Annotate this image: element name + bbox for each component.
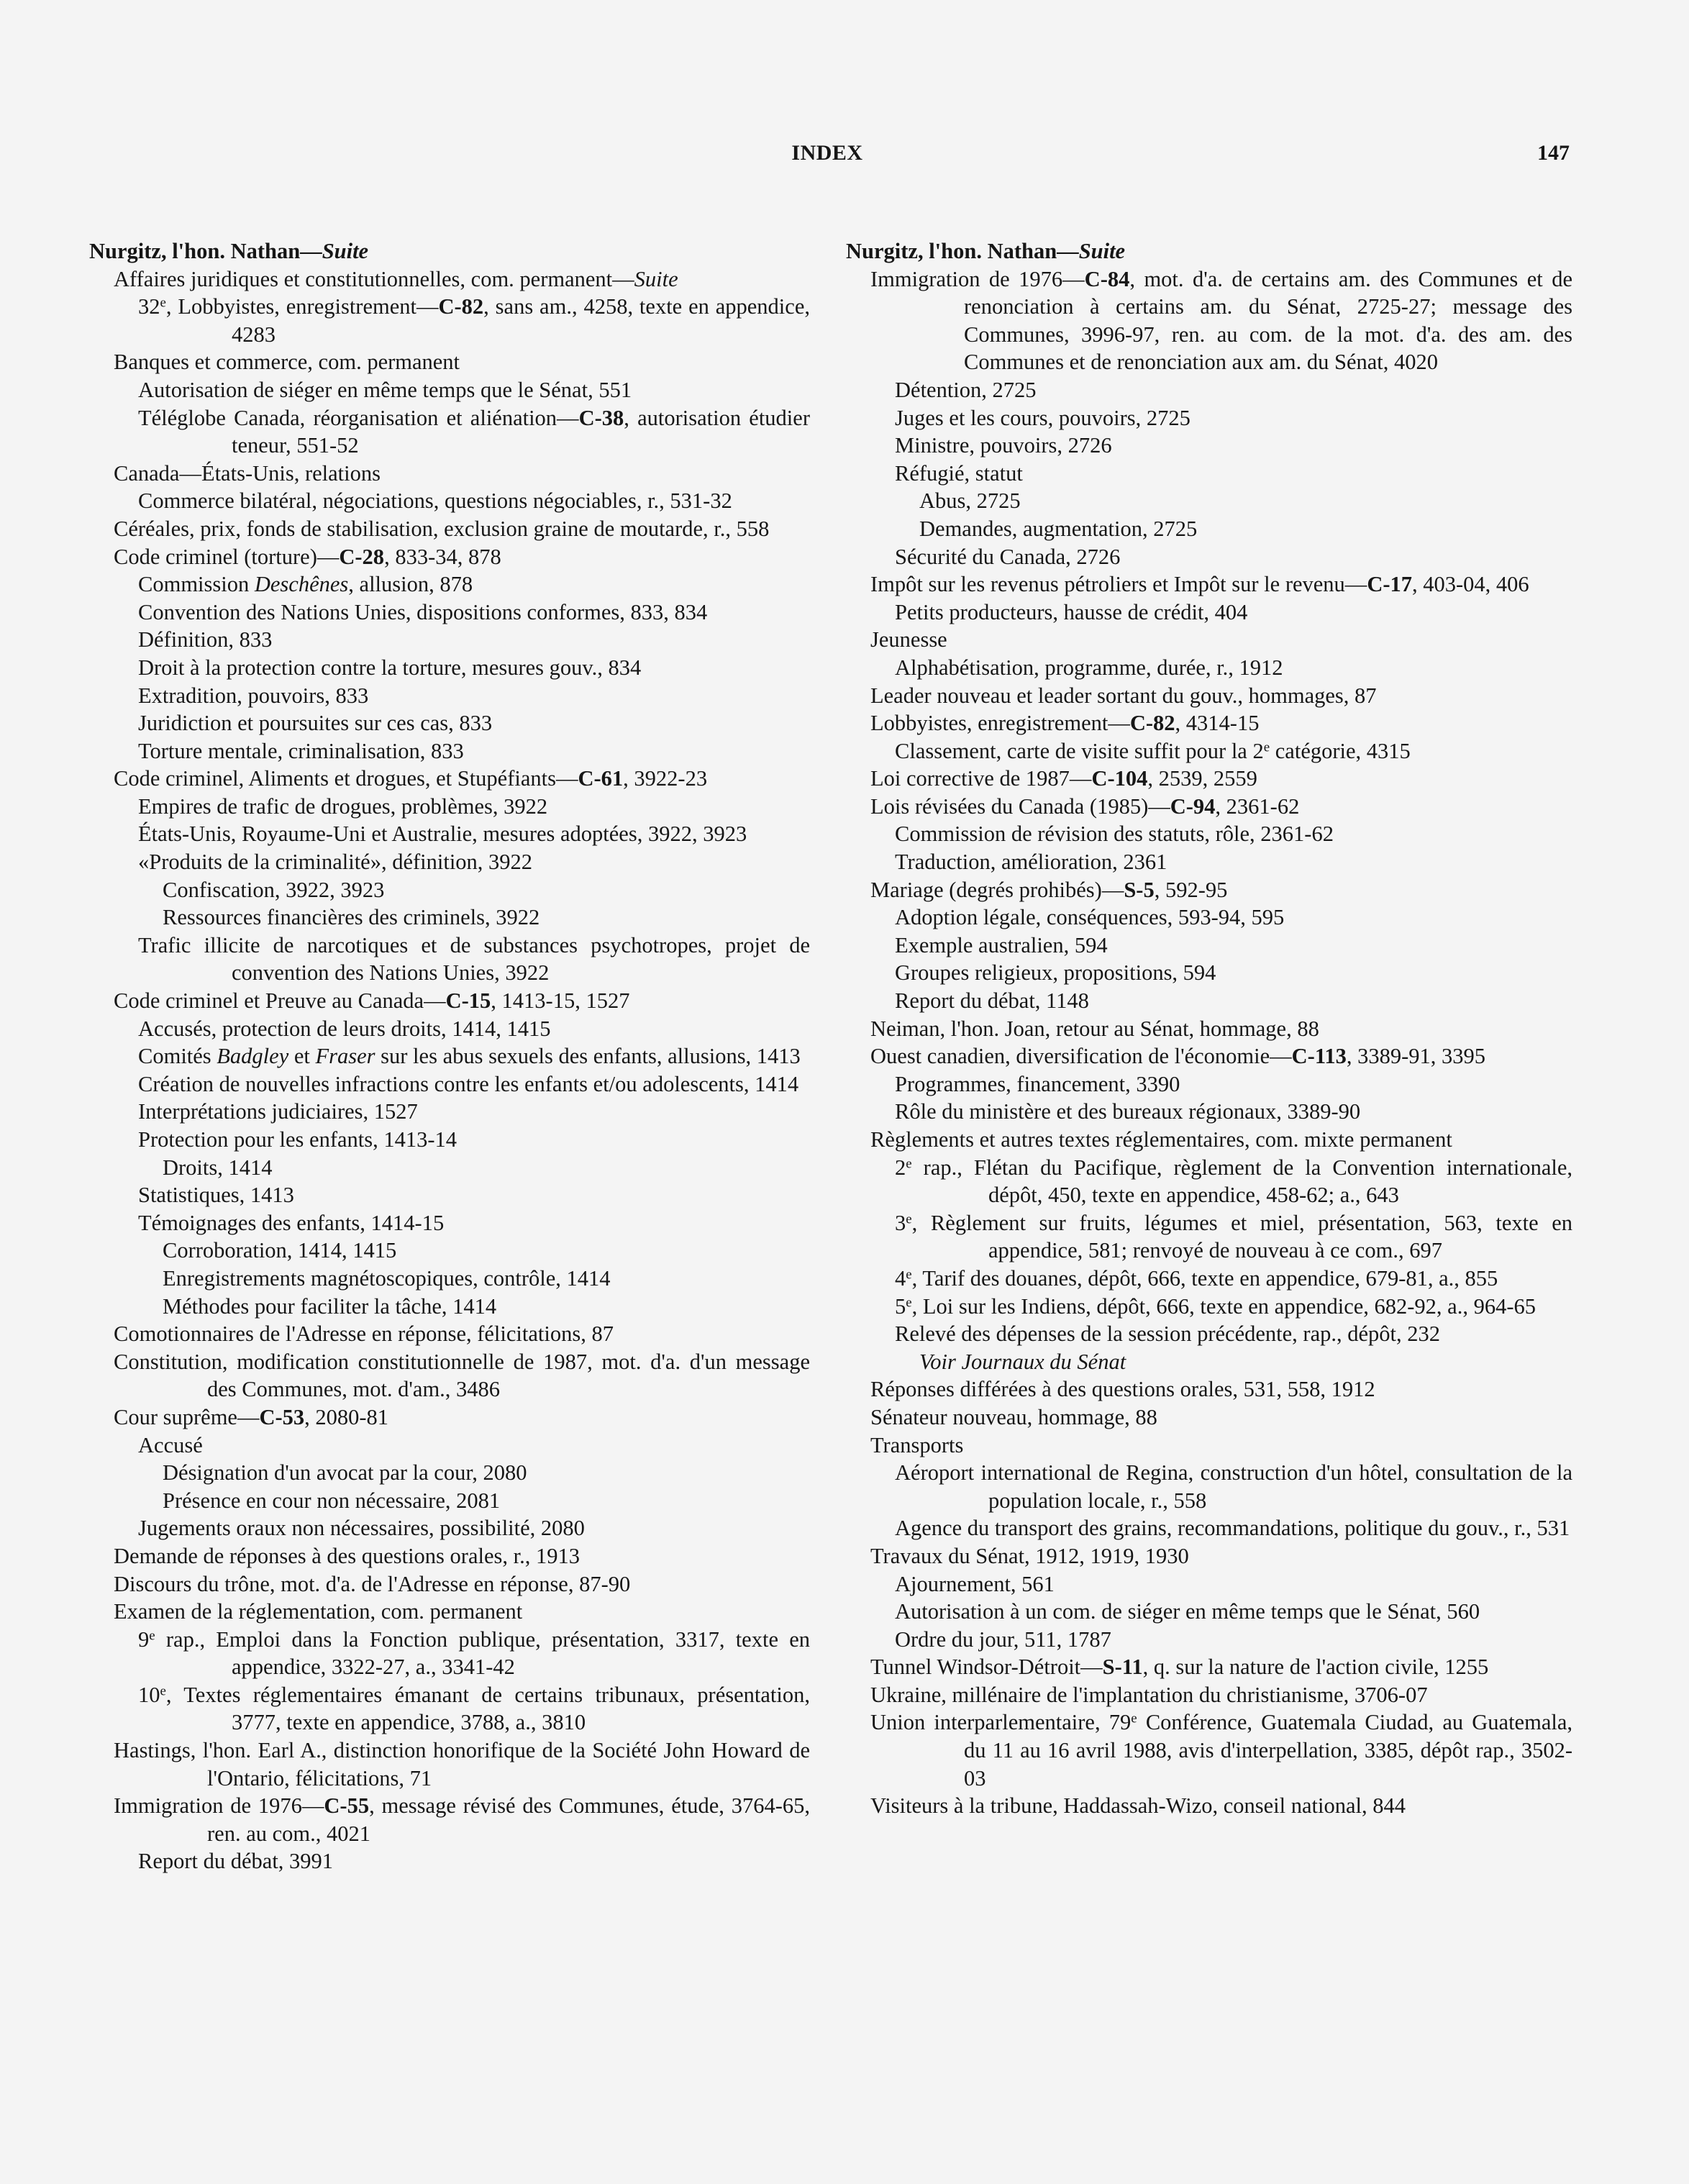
index-entry <box>89 1265 810 1293</box>
index-entry <box>89 487 810 515</box>
index-entry <box>846 820 1572 848</box>
index-entry <box>846 793 1572 821</box>
entry-text: Comotionnaires de l'Adresse en réponse, félicitations, 87 <box>114 1321 614 1347</box>
bill-number: C-38 <box>578 405 624 430</box>
entry-text: Travaux du Sénat, 1912, 1919, 1930 <box>870 1543 1189 1568</box>
bill-number: C-113 <box>1291 1044 1347 1069</box>
index-entry <box>89 765 810 793</box>
index-entry <box>89 1348 810 1403</box>
index-entry <box>846 1042 1572 1070</box>
entry-text: Ministre, pouvoirs, 2726 <box>895 433 1112 458</box>
bill-number: C-15 <box>445 988 491 1014</box>
index-entry <box>89 1432 810 1460</box>
index-entry <box>846 1626 1572 1654</box>
index-entry <box>89 904 810 932</box>
bill-number: C-104 <box>1091 766 1148 791</box>
index-entry <box>846 1126 1572 1154</box>
entry-text: Suite <box>322 239 369 263</box>
ordinal-suffix: e <box>1263 740 1270 755</box>
index-entry <box>846 1070 1572 1098</box>
entry-text: Comités <box>138 1044 217 1069</box>
entry-text: Ukraine, millénaire de l'implantation du christianisme, 3706-07 <box>870 1682 1428 1707</box>
ordinal-suffix: e <box>906 1211 912 1227</box>
bill-number: C-82 <box>438 294 484 319</box>
bill-number: C-82 <box>1129 711 1175 736</box>
index-entry <box>846 1293 1572 1321</box>
index-entry <box>846 1403 1572 1432</box>
entry-text: Ouest canadien, diversification de l'économie— <box>870 1044 1292 1069</box>
index-entry <box>89 876 810 904</box>
index-entry <box>846 987 1572 1015</box>
bill-number: S-5 <box>1124 877 1155 902</box>
entry-text: Demande de réponses à des questions orales, r., 1913 <box>114 1543 580 1568</box>
index-entry <box>846 404 1572 432</box>
entry-text: Impôt sur les revenus pétroliers et Impôt sur le revenu— <box>870 572 1367 597</box>
entry-text: Groupes religieux, propositions, 594 <box>895 960 1216 986</box>
index-entry <box>89 515 810 543</box>
entry-text: 2 <box>895 1155 906 1180</box>
entry-text: , Textes réglementaires émanant de certains tribunaux, présentation, 3777, texte en appendice, 3788, a., 3810 <box>165 1682 810 1735</box>
ordinal-suffix: e <box>906 1267 912 1283</box>
entry-text: Nurgitz, l'hon. Nathan— <box>846 239 1079 263</box>
entry-text: Alphabétisation, programme, durée, r., 1912 <box>895 655 1283 680</box>
index-entry <box>846 709 1572 737</box>
ordinal-suffix: e <box>906 1295 912 1311</box>
index-entry <box>89 1293 810 1321</box>
index-entry <box>89 1209 810 1237</box>
index-heading <box>846 237 1572 265</box>
index-entry <box>846 654 1572 682</box>
index-entry <box>846 626 1572 654</box>
index-entry <box>846 1653 1572 1681</box>
entry-text: 9 <box>138 1626 150 1652</box>
entry-text: Examen de la réglementation, com. permanent <box>114 1599 523 1624</box>
index-entry <box>846 737 1572 765</box>
entry-text: Protection pour les enfants, 1413-14 <box>138 1127 457 1152</box>
index-entry <box>846 1514 1572 1542</box>
index-entry <box>89 987 810 1015</box>
index-entry <box>89 1570 810 1598</box>
bill-number: C-53 <box>259 1404 305 1429</box>
index-entry <box>89 1403 810 1432</box>
index-entry <box>89 1487 810 1515</box>
entry-text: , autorisation étudier teneur, 551-52 <box>232 405 810 458</box>
entry-text: Extradition, pouvoirs, 833 <box>138 683 369 708</box>
index-entry <box>846 570 1572 599</box>
index-entry <box>846 848 1572 876</box>
index-column-right <box>846 237 1572 1820</box>
entry-text: Mariage (degrés prohibés)— <box>870 877 1124 902</box>
index-entry <box>89 1015 810 1043</box>
entry-text: Cour suprême— <box>114 1404 260 1429</box>
entry-text: Jugements oraux non nécessaires, possibilité, 2080 <box>138 1516 585 1541</box>
ordinal-suffix: e <box>1131 1711 1137 1727</box>
entry-text: catégorie, 4315 <box>1270 738 1411 763</box>
entry-text: , 2539, 2559 <box>1147 766 1257 791</box>
index-heading <box>89 237 810 265</box>
entry-text: Hastings, l'hon. Earl A., distinction honorifique de la Société John Howard de l'Ontario, félicitations, 71 <box>114 1738 810 1791</box>
bill-number: C-17 <box>1367 572 1412 597</box>
entry-text: Convention des Nations Unies, dispositions conformes, 833, 834 <box>138 599 708 624</box>
entry-text: Transports <box>870 1432 964 1457</box>
index-entry <box>846 432 1572 460</box>
index-entry <box>89 570 810 599</box>
index-entry <box>89 599 810 627</box>
index-entry <box>89 1459 810 1487</box>
ordinal-suffix: e <box>906 1156 912 1172</box>
entry-text: Ajournement, 561 <box>895 1571 1055 1596</box>
entry-text: , 1413-15, 1527 <box>491 988 630 1014</box>
index-entry <box>89 1626 810 1681</box>
entry-text: Céréales, prix, fonds de stabilisation, exclusion graine de moutarde, r., 558 <box>114 516 770 541</box>
entry-text: 32 <box>138 294 160 319</box>
entry-text: Demandes, augmentation, 2725 <box>919 516 1198 541</box>
entry-text: , Loi sur les Indiens, dépôt, 666, texte en appendice, 682-92, a., 964-65 <box>911 1293 1536 1319</box>
entry-text: Constitution, modification constitutionnelle de 1987, mot. d'a. d'un message des Communes, mot. d'am., 3486 <box>114 1349 810 1402</box>
entry-text: Juridiction et poursuites sur ces cas, 833 <box>138 711 493 736</box>
entry-text: Report du débat, 1148 <box>895 988 1089 1014</box>
entry-text: Code criminel (torture)— <box>114 544 340 569</box>
entry-text: Petits producteurs, hausse de crédit, 404 <box>895 599 1248 624</box>
entry-text: , 3922-23 <box>623 766 708 791</box>
entry-text: rap., Emploi dans la Fonction publique, présentation, 3317, texte en appendice, 3322-27, a., 3341-42 <box>155 1626 810 1680</box>
entry-text: Commission de révision des statuts, rôle, 2361-62 <box>895 822 1334 847</box>
index-entry <box>89 848 810 876</box>
entry-text: Adoption légale, conséquences, 593-94, 595 <box>895 905 1285 930</box>
index-entry <box>846 904 1572 932</box>
bill-number: C-28 <box>339 544 385 569</box>
entry-text: Trafic illicite de narcotiques et de substances psychotropes, projet de convention des Nations Unies, 3922 <box>138 932 810 986</box>
page-number: 147 <box>1537 141 1570 165</box>
entry-text: Torture mentale, criminalisation, 833 <box>138 738 464 763</box>
entry-text: , 4314-15 <box>1175 711 1260 736</box>
index-entry <box>89 654 810 682</box>
entry-text: Détention, 2725 <box>895 377 1037 402</box>
entry-text: Immigration de 1976— <box>870 266 1085 291</box>
entry-text: «Produits de la criminalité», définition, 3922 <box>138 850 533 875</box>
entry-text: Neiman, l'hon. Joan, retour au Sénat, hommage, 88 <box>870 1016 1319 1041</box>
index-entry <box>89 293 810 348</box>
entry-text: Autorisation à un com. de siéger en même temps que le Sénat, 560 <box>895 1599 1480 1624</box>
entry-text: , 2361-62 <box>1215 793 1300 819</box>
index-column-left <box>89 237 810 1875</box>
index-entry <box>89 1042 810 1070</box>
index-entry <box>89 1237 810 1265</box>
entry-text: , 592-95 <box>1154 877 1228 902</box>
entry-text: Suite <box>1078 239 1126 263</box>
entry-text: Enregistrements magnétoscopiques, contrôle, 1414 <box>163 1265 611 1291</box>
entry-text: Leader nouveau et leader sortant du gouv., hommages, 87 <box>870 683 1377 708</box>
entry-text: Commission <box>138 572 255 597</box>
index-entry <box>89 820 810 848</box>
index-entry <box>846 682 1572 710</box>
index-entry <box>846 1348 1572 1376</box>
index-entry <box>89 1681 810 1737</box>
entry-text: Lois révisées du Canada (1985)— <box>870 793 1170 819</box>
entry-text: , 403-04, 406 <box>1412 572 1529 597</box>
index-entry <box>846 599 1572 627</box>
entry-text: Juges et les cours, pouvoirs, 2725 <box>895 405 1191 430</box>
index-entry <box>89 265 810 294</box>
index-entry <box>846 1098 1572 1126</box>
index-entry <box>89 737 810 765</box>
entry-text: États-Unis, Royaume-Uni et Australie, mesures adoptées, 3922, 3923 <box>138 822 747 847</box>
index-entry <box>846 1265 1572 1293</box>
index-entry <box>846 1570 1572 1598</box>
index-entry <box>89 404 810 460</box>
entry-text: Commerce bilatéral, négociations, questions négociables, r., 531-32 <box>138 488 732 514</box>
entry-text: Ressources financières des criminels, 3922 <box>163 905 540 930</box>
entry-text: , 3389-91, 3395 <box>1346 1044 1486 1069</box>
entry-text: 4 <box>895 1265 906 1291</box>
entry-text: , sans am., 4258, texte en appendice, 4283 <box>232 294 810 347</box>
index-entry <box>846 265 1572 376</box>
entry-text: et <box>288 1044 316 1069</box>
index-entry <box>846 765 1572 793</box>
entry-text: Conférence, Guatemala Ciudad, au Guatemala, du 11 au 16 avril 1988, avis d'interpellation, 3385, dépôt rap., 3502-03 <box>964 1710 1572 1791</box>
index-entry <box>89 682 810 710</box>
entry-text: 5 <box>895 1293 906 1319</box>
index-entry <box>89 1598 810 1626</box>
index-entry <box>846 876 1572 904</box>
entry-text: Réfugié, statut <box>895 460 1023 486</box>
entry-text: Visiteurs à la tribune, Haddassah-Wizo, conseil national, 844 <box>870 1793 1406 1819</box>
ordinal-suffix: e <box>149 1628 155 1644</box>
entry-text: Témoignages des enfants, 1414-15 <box>138 1210 445 1235</box>
index-entry <box>846 515 1572 543</box>
entry-text: Lobbyistes, enregistrement— <box>870 711 1130 736</box>
index-entry <box>89 793 810 821</box>
entry-text: Autorisation de siéger en même temps que le Sénat, 551 <box>138 377 632 402</box>
entry-text: Jeunesse <box>870 627 947 652</box>
entry-text: Badgley <box>217 1044 289 1069</box>
entry-text: rap., Flétan du Pacifique, règlement de la Convention internationale, dépôt, 450, texte en appendice, 458-62; a., 643 <box>911 1155 1572 1208</box>
index-entry <box>89 1181 810 1209</box>
entry-text: Corroboration, 1414, 1415 <box>163 1238 397 1263</box>
entry-text: Banques et commerce, com. permanent <box>114 350 460 375</box>
index-entry <box>89 626 810 654</box>
entry-text: Réponses différées à des questions orales, 531, 558, 1912 <box>870 1377 1375 1402</box>
entry-text: Tunnel Windsor-Détroit— <box>870 1655 1103 1680</box>
index-entry <box>89 1320 810 1348</box>
entry-text: Classement, carte de visite suffit pour la 2 <box>895 738 1264 763</box>
entry-text: Code criminel et Preuve au Canada— <box>114 988 446 1014</box>
entry-text: Discours du trône, mot. d'a. de l'Adresse en réponse, 87-90 <box>114 1571 631 1596</box>
entry-text: Création de nouvelles infractions contre les enfants et/ou adolescents, 1414 <box>138 1071 799 1096</box>
index-entry <box>846 376 1572 404</box>
entry-text: Deschênes <box>254 572 349 597</box>
index-entry <box>89 1070 810 1098</box>
entry-text: Définition, 833 <box>138 627 273 652</box>
entry-text: Interprétations judiciaires, 1527 <box>138 1099 418 1124</box>
index-entry <box>89 1542 810 1570</box>
bill-number: C-55 <box>324 1793 370 1819</box>
entry-text: Relevé des dépenses de la session précédente, rap., dépôt, 232 <box>895 1321 1441 1347</box>
entry-text: , Lobbyistes, enregistrement— <box>165 294 439 319</box>
entry-text: 3 <box>895 1210 906 1235</box>
entry-text: Statistiques, 1413 <box>138 1183 294 1208</box>
entry-text: Présence en cour non nécessaire, 2081 <box>163 1488 501 1513</box>
entry-text: Abus, 2725 <box>919 488 1021 514</box>
index-entry <box>846 1209 1572 1265</box>
index-entry <box>846 1681 1572 1709</box>
index-entry <box>846 932 1572 960</box>
entry-text: Traduction, amélioration, 2361 <box>895 850 1167 875</box>
index-entry <box>846 1320 1572 1348</box>
entry-text: , q. sur la nature de l'action civile, 1255 <box>1142 1655 1489 1680</box>
entry-text: Loi corrective de 1987— <box>870 766 1092 791</box>
entry-text: sur les abus sexuels des enfants, allusions, 1413 <box>375 1044 801 1069</box>
bill-number: C-61 <box>578 766 624 791</box>
entry-text: Canada—États-Unis, relations <box>114 460 381 486</box>
index-entry <box>89 709 810 737</box>
entry-text: Sécurité du Canada, 2726 <box>895 544 1121 569</box>
index-entry <box>89 460 810 488</box>
index-entry <box>89 1737 810 1792</box>
entry-text: Immigration de 1976— <box>114 1793 324 1819</box>
entry-text: Ordre du jour, 511, 1787 <box>895 1626 1111 1652</box>
bill-number: S-11 <box>1102 1655 1143 1680</box>
entry-text: Fraser <box>315 1044 375 1069</box>
entry-text: Méthodes pour faciliter la tâche, 1414 <box>163 1293 497 1319</box>
entry-text: Suite <box>634 266 678 291</box>
index-entry <box>846 1432 1572 1460</box>
entry-text: Voir Journaux du Sénat <box>919 1349 1126 1374</box>
entry-text: Aéroport international de Regina, construction d'un hôtel, consultation de la population locale, r., 558 <box>895 1460 1572 1513</box>
index-entry <box>89 932 810 987</box>
index-entry <box>846 1375 1572 1403</box>
index-entry <box>89 376 810 404</box>
bill-number: C-84 <box>1084 266 1130 291</box>
entry-text: Exemple australien, 594 <box>895 932 1108 957</box>
page-header-title: INDEX <box>791 141 863 165</box>
entry-text: Téléglobe Canada, réorganisation et aliénation— <box>138 405 579 430</box>
entry-text: Confiscation, 3922, 3923 <box>163 877 385 902</box>
entry-text: Sénateur nouveau, hommage, 88 <box>870 1404 1157 1429</box>
entry-text: Affaires juridiques et constitutionnelles, com. permanent— <box>114 266 634 291</box>
entry-text: , Règlement sur fruits, légumes et miel, présentation, 563, texte en appendice, 581; renvoyé de nouveau à ce com., 697 <box>911 1210 1572 1263</box>
entry-text: Union interparlementaire, 79 <box>870 1710 1132 1735</box>
entry-text: Report du débat, 3991 <box>138 1849 334 1874</box>
index-entry <box>846 1459 1572 1514</box>
entry-text: , 2080-81 <box>304 1404 389 1429</box>
index-entry <box>846 460 1572 488</box>
entry-text: Code criminel, Aliments et drogues, et Stupéfiants— <box>114 766 578 791</box>
index-entry <box>846 1708 1572 1792</box>
entry-text: Rôle du ministère et des bureaux régionaux, 3389-90 <box>895 1099 1361 1124</box>
index-entry <box>89 348 810 376</box>
bill-number: C-94 <box>1170 793 1216 819</box>
entry-text: Accusé <box>138 1432 203 1457</box>
index-entry <box>846 487 1572 515</box>
entry-text: , Tarif des douanes, dépôt, 666, texte en appendice, 679-81, a., 855 <box>911 1265 1498 1291</box>
index-entry <box>89 1514 810 1542</box>
entry-text: Désignation d'un avocat par la cour, 2080 <box>163 1460 527 1485</box>
entry-text: Nurgitz, l'hon. Nathan— <box>89 239 322 263</box>
index-entry <box>89 1792 810 1847</box>
entry-text: Droits, 1414 <box>163 1155 273 1180</box>
ordinal-suffix: e <box>160 1683 166 1699</box>
entry-text: Agence du transport des grains, recommandations, politique du gouv., r., 531 <box>895 1516 1570 1541</box>
entry-text: 10 <box>138 1682 160 1707</box>
entry-text: , allusion, 878 <box>348 572 473 597</box>
entry-text: , 833-34, 878 <box>384 544 501 569</box>
index-entry <box>89 543 810 571</box>
index-entry <box>89 1154 810 1182</box>
entry-text: Programmes, financement, 3390 <box>895 1071 1180 1096</box>
ordinal-suffix: e <box>160 295 166 311</box>
index-entry <box>89 1126 810 1154</box>
index-entry <box>846 1792 1572 1820</box>
index-entry <box>846 1015 1572 1043</box>
index-entry <box>846 1598 1572 1626</box>
entry-text: , message révisé des Communes, étude, 3764-65, ren. au com., 4021 <box>207 1793 810 1846</box>
entry-text: Accusés, protection de leurs droits, 1414, 1415 <box>138 1016 551 1041</box>
entry-text: Règlements et autres textes réglementaires, com. mixte permanent <box>870 1127 1452 1152</box>
entry-text: , mot. d'a. de certains am. des Communes et de renonciation à certains am. du Sénat, 2725-27; message des Communes, 3996-97, ren. au com. de la mot. d'a. des am. des Communes et de renonciation aux am. du Sénat, 4020 <box>964 266 1572 375</box>
index-entry <box>846 959 1572 987</box>
index-entry <box>846 1542 1572 1570</box>
index-entry <box>89 1847 810 1875</box>
index-entry <box>846 1154 1572 1209</box>
index-entry <box>846 543 1572 571</box>
entry-text: Droit à la protection contre la torture, mesures gouv., 834 <box>138 655 642 680</box>
index-entry <box>89 1098 810 1126</box>
entry-text: Empires de trafic de drogues, problèmes, 3922 <box>138 793 548 819</box>
